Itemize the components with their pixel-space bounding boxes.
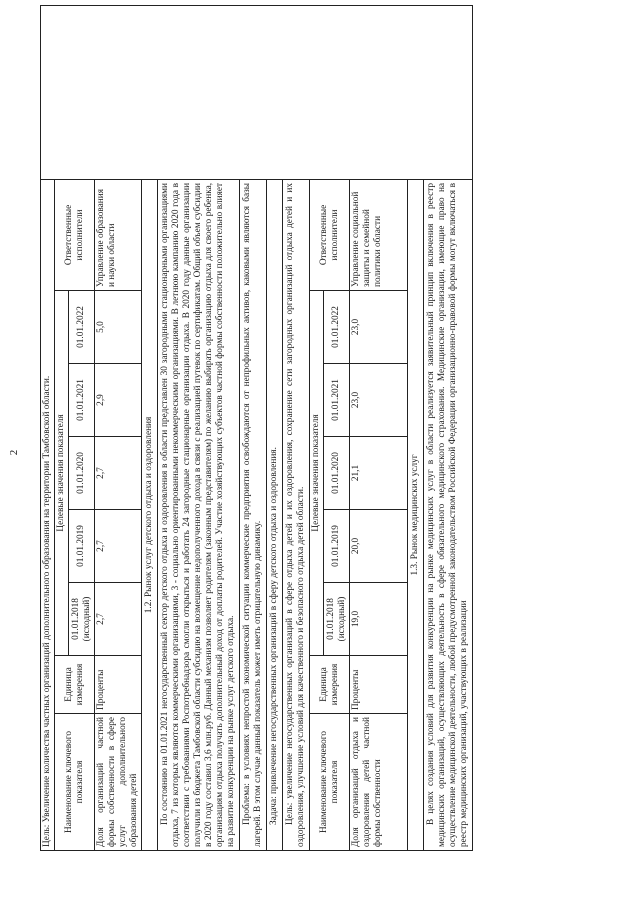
row2-2019: 20,0 bbox=[350, 510, 408, 583]
header2-2018: 01.01.2018 (исходный) bbox=[324, 583, 350, 656]
header-responsible: Ответственные исполнители bbox=[55, 179, 95, 290]
blank-cell bbox=[41, 5, 473, 179]
section2-paragraph-2: Проблема: в условиях непростой экономической ситуации коммерческие предприятия освобождаются от непрофильных активов, каковыми являются базы лагерей. В этом случае данный показатель может иметь отрицательную динамику. bbox=[240, 179, 267, 850]
row1-unit: Проценты bbox=[95, 656, 142, 714]
header-target: Целевые значения показателя bbox=[55, 291, 69, 656]
row1-2020: 2,7 bbox=[95, 437, 142, 510]
row2-unit: Проценты bbox=[350, 656, 408, 714]
header-unit: Единица измерения bbox=[55, 656, 95, 714]
header2-responsible: Ответственные исполнители bbox=[310, 179, 350, 290]
document-table bbox=[40, 5, 473, 851]
header2-2022: 01.01.2022 bbox=[324, 291, 350, 364]
row2-2021: 23,0 bbox=[350, 364, 408, 437]
header2-2020: 01.01.2020 bbox=[324, 437, 350, 510]
row2-2022: 23,0 bbox=[350, 291, 408, 364]
header-2019: 01.01.2019 bbox=[69, 510, 95, 583]
goal-title: Цель: Увеличение количества частных организаций дополнительного образования на территории Тамбовской области. bbox=[41, 179, 55, 850]
row1-2021: 2,9 bbox=[95, 364, 142, 437]
section3-title: 1.3. Рынок медицинских услуг bbox=[408, 179, 424, 850]
row1-indicator: Доля организаций частной формы собственности в сфере услуг дополнительного образования детей bbox=[95, 714, 142, 851]
row1-responsible: Управление образования и науки области bbox=[95, 179, 142, 290]
header2-2019: 01.01.2019 bbox=[324, 510, 350, 583]
page-number: 2 bbox=[8, 449, 20, 456]
header2-2021: 01.01.2021 bbox=[324, 364, 350, 437]
row2-2020: 21,1 bbox=[350, 437, 408, 510]
header-indicator: Наименование ключевого показателя bbox=[55, 714, 95, 851]
section2-title: 1.2. Рынок услуг детского отдыха и оздоровления bbox=[142, 179, 158, 850]
header-2022: 01.01.2022 bbox=[69, 291, 95, 364]
header2-target: Целевые значения показателя bbox=[310, 291, 324, 656]
row1-2019: 2,7 bbox=[95, 510, 142, 583]
header2-unit: Единица измерения bbox=[310, 656, 350, 714]
header-2018: 01.01.2018 (исходный) bbox=[69, 583, 95, 656]
section2-paragraph-4: Цель: увеличение негосударственных организаций в сфере отдыха детей и их оздоровления, сохранение сети загородных организаций отдыха детей и их оздоровления, улучшение условий для качественного и безопасного отдыха детей области. bbox=[283, 179, 310, 850]
row2-responsible: Управление социальной защиты и семейной политики области bbox=[350, 179, 408, 290]
section2-paragraph-3: Задача: привлечение негосударственных организаций в сферу детского отдыха и оздоровления. bbox=[267, 179, 283, 850]
row1-2022: 5,0 bbox=[95, 291, 142, 364]
header-2020: 01.01.2020 bbox=[69, 437, 95, 510]
header2-indicator: Наименование ключевого показателя bbox=[310, 714, 350, 851]
row1-2018: 2,7 bbox=[95, 583, 142, 656]
section2-paragraph-1: По состоянию на 01.01.2021 негосударственный сектор детского отдыха и оздоровления в области представлен 30 загородными стационарными организациями отдыха, 7 из которых являются коммерческими организациями, 3 - социально ориентированными некоммерческими организациями. В летнюю кампанию 2020 года в соответствии с требованиями Роспотребнадзора смогли открыться и работать 24 загородные стационарные организации отдыха. В 2020 году данные организации получили из бюджета Тамбовской области субсидию на возмещение недополученного дохода в связи с реализацией путевок по сертификатам. Общий объем субсидии в 2020 году составил 3,6 млн.руб. Данный механизм позволяет родителям (законным представителям) по желанию выбирать организацию отдыха для своего ребенка, организациям отдыха получать дополнительный доход от доплаты родителей. Участие хозяйствующих субъектов частной формы собственности положительно влияет на развитие конкуренции на рынке услуг детского отдыха. bbox=[158, 179, 240, 850]
row2-indicator: Доля организаций отдыха и оздоровления детей частной формы собственности bbox=[350, 714, 408, 851]
header-2021: 01.01.2021 bbox=[69, 364, 95, 437]
row2-2018: 19,0 bbox=[350, 583, 408, 656]
section3-paragraph: В целях создания условий для развития конкуренции на рынке медицинских услуг в области реализуется заявительный принцип включения в реестр медицинских организаций, осуществляющих деятельность в сфере обязательного медицинского страхования. Медицинские организации, имеющие право на осуществление медицинской деятельности, любой предусмотренной законодательством Российской Федерации организационно-правовой формы могут включаться в реестр медицинских организаций, участвующих в реализации bbox=[424, 179, 473, 850]
